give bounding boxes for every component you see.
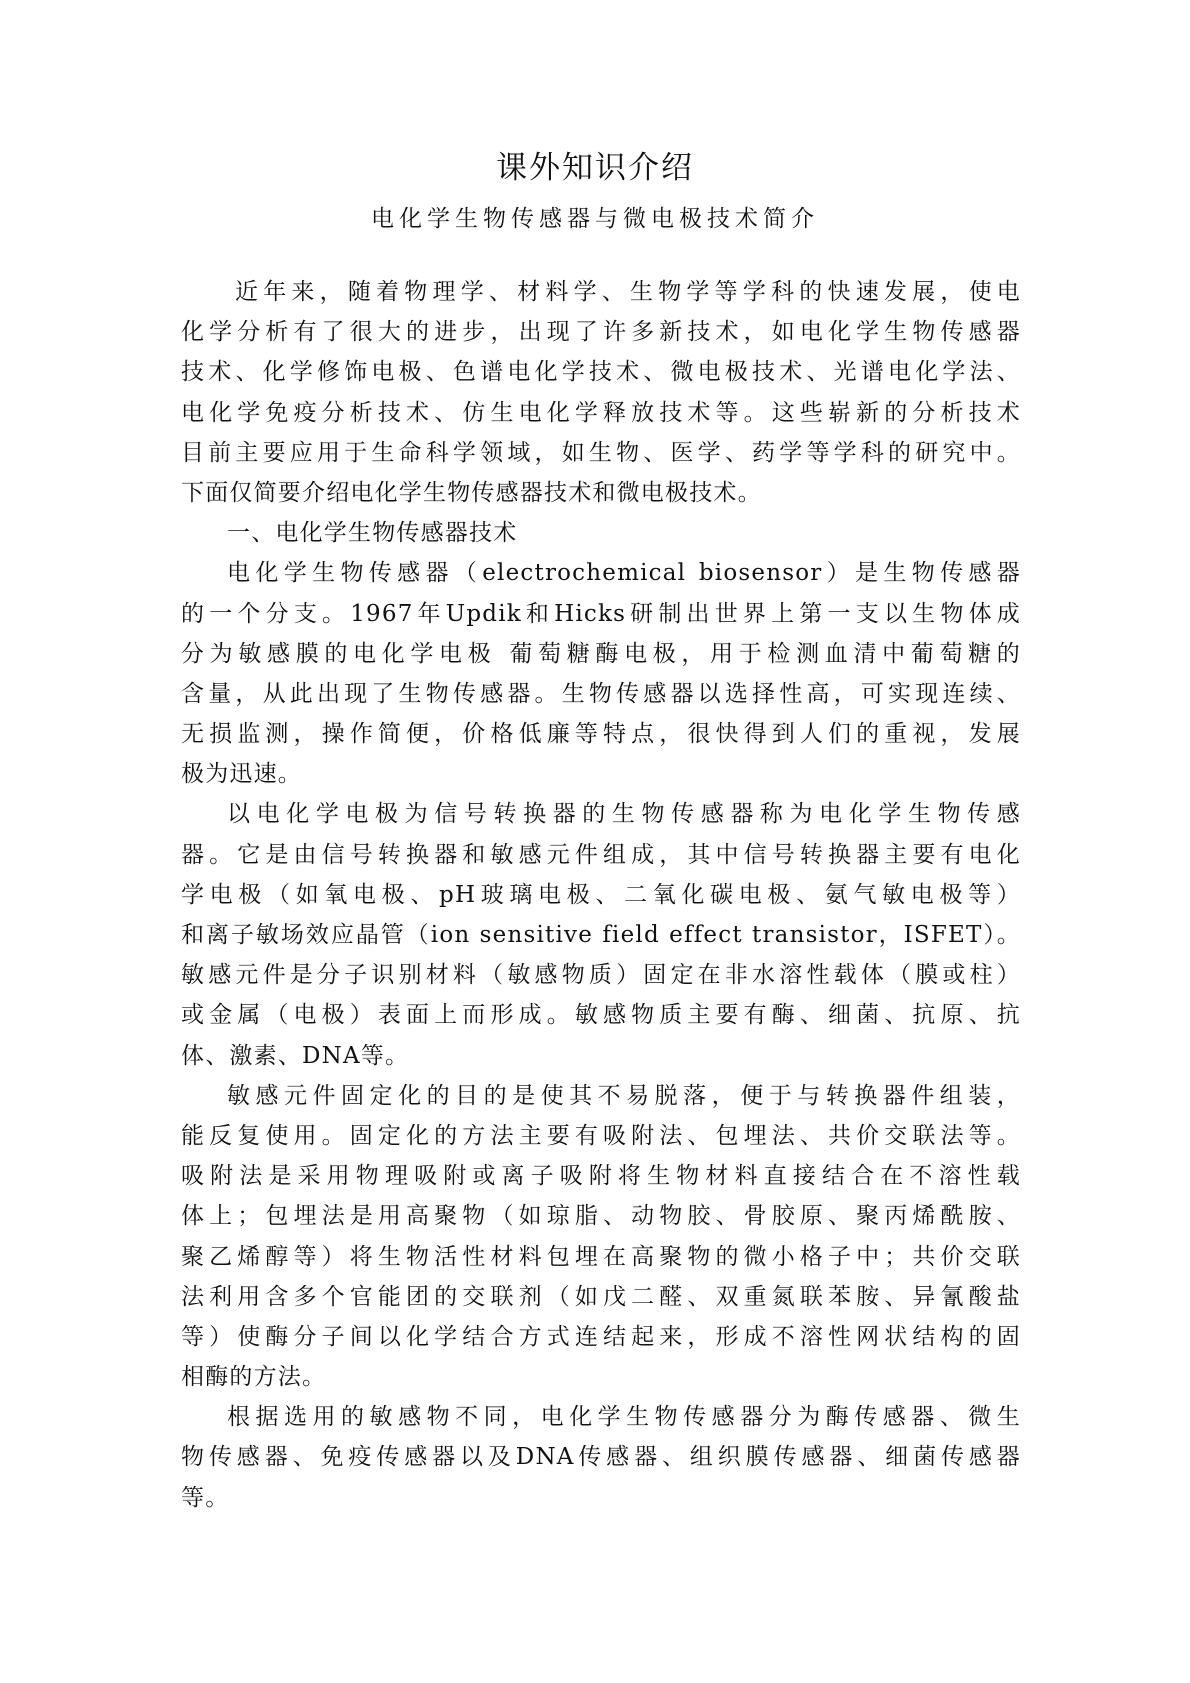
text-line: 无损监测，操作简便，价格低廉等特点，很快得到人们的重视，发展: [181, 721, 1021, 748]
text-line: 分为敏感膜的电化学电极 葡萄糖酶电极，用于检测血清中葡萄糖的: [181, 640, 1021, 667]
text-line: 聚乙烯醇等）将生物活性材料包埋在高聚物的微小格子中；共价交联: [181, 1243, 1021, 1270]
text-line: 含量，从此出现了生物传感器。生物传感器以选择性高，可实现连续、: [181, 680, 1021, 707]
text-line: 和离子敏场效应晶管（ion sensitive field effect transistor，ISFET）。: [181, 922, 1021, 948]
text-line: 技术、化学修饰电极、色谱电化学技术、微电极技术、光谱电化学法、: [181, 359, 1021, 386]
text-line: 目前主要应用于生命科学领域，如生物、医学、药学等学科的研究中。: [181, 439, 1021, 466]
text-line: 能反复使用。固定化的方法主要有吸附法、包埋法、共价交联法等。: [181, 1122, 1021, 1149]
text-line: 的一个分支。1967年Updik和Hicks研制出世界上第一支以生物体成: [181, 600, 1021, 627]
text-line: 敏感元件是分子识别材料（敏感物质）固定在非水溶性载体（膜或柱）: [181, 962, 1021, 989]
text-line: 吸附法是采用物理吸附或离子吸附将生物材料直接结合在不溶性载: [181, 1163, 1021, 1190]
document-title: 课外知识介绍: [496, 150, 694, 186]
document-body: [181, 272, 1021, 1518]
text-line: 物传感器、免疫传感器以及DNA传感器、组织膜传感器、细菌传感器: [181, 1444, 1021, 1471]
text-line: 学电极（如氧电极、pH玻璃电极、二氧化碳电极、氨气敏电极等）: [181, 881, 1021, 908]
text-line: 器。它是由信号转换器和敏感元件组成，其中信号转换器主要有电化: [181, 841, 1021, 868]
text-line: 化学分析有了很大的进步，出现了许多新技术，如电化学生物传感器: [181, 319, 1021, 346]
section-heading: 一、电化学生物传感器技术: [227, 520, 518, 547]
text-line: 体、激素、DNA等。: [181, 1042, 410, 1069]
text-line: 敏感元件固定化的目的是使其不易脱落，便于与转换器件组装，: [227, 1082, 1021, 1109]
text-line: 法利用含多个官能团的交联剂（如戊二醛、双重氮联苯胺、异氰酸盐: [181, 1283, 1021, 1310]
text-line: 以电化学电极为信号转换器的生物传感器称为电化学生物传感: [227, 801, 1021, 828]
text-line: 下面仅简要介绍电化学生物传感器技术和微电极技术。: [181, 479, 762, 506]
text-line: 等。: [181, 1484, 230, 1511]
text-line: 近年来，随着物理学、材料学、生物学等学科的快速发展，使电: [235, 279, 1021, 305]
text-line: 电化学生物传感器（electrochemical biosensor）是生物传感器: [227, 560, 1021, 587]
text-line: 根据选用的敏感物不同，电化学生物传感器分为酶传感器、微生: [227, 1404, 1021, 1431]
text-line: 体上；包埋法是用高聚物（如琼脂、动物胶、骨胶原、聚丙烯酰胺、: [181, 1203, 1021, 1230]
text-line: 或金属（电极）表面上而形成。敏感物质主要有酶、细菌、抗原、抗: [181, 1002, 1021, 1029]
text-line: 等）使酶分子间以化学结合方式连结起来，形成不溶性网状结构的固: [181, 1323, 1021, 1350]
document-subtitle: 电化学生物传感器与微电极技术简介: [371, 206, 819, 232]
text-line: 相酶的方法。: [181, 1364, 327, 1391]
text-line: 电化学免疫分析技术、仿生电化学释放技术等。这些崭新的分析技术: [181, 399, 1021, 426]
text-line: 极为迅速。: [181, 761, 302, 788]
